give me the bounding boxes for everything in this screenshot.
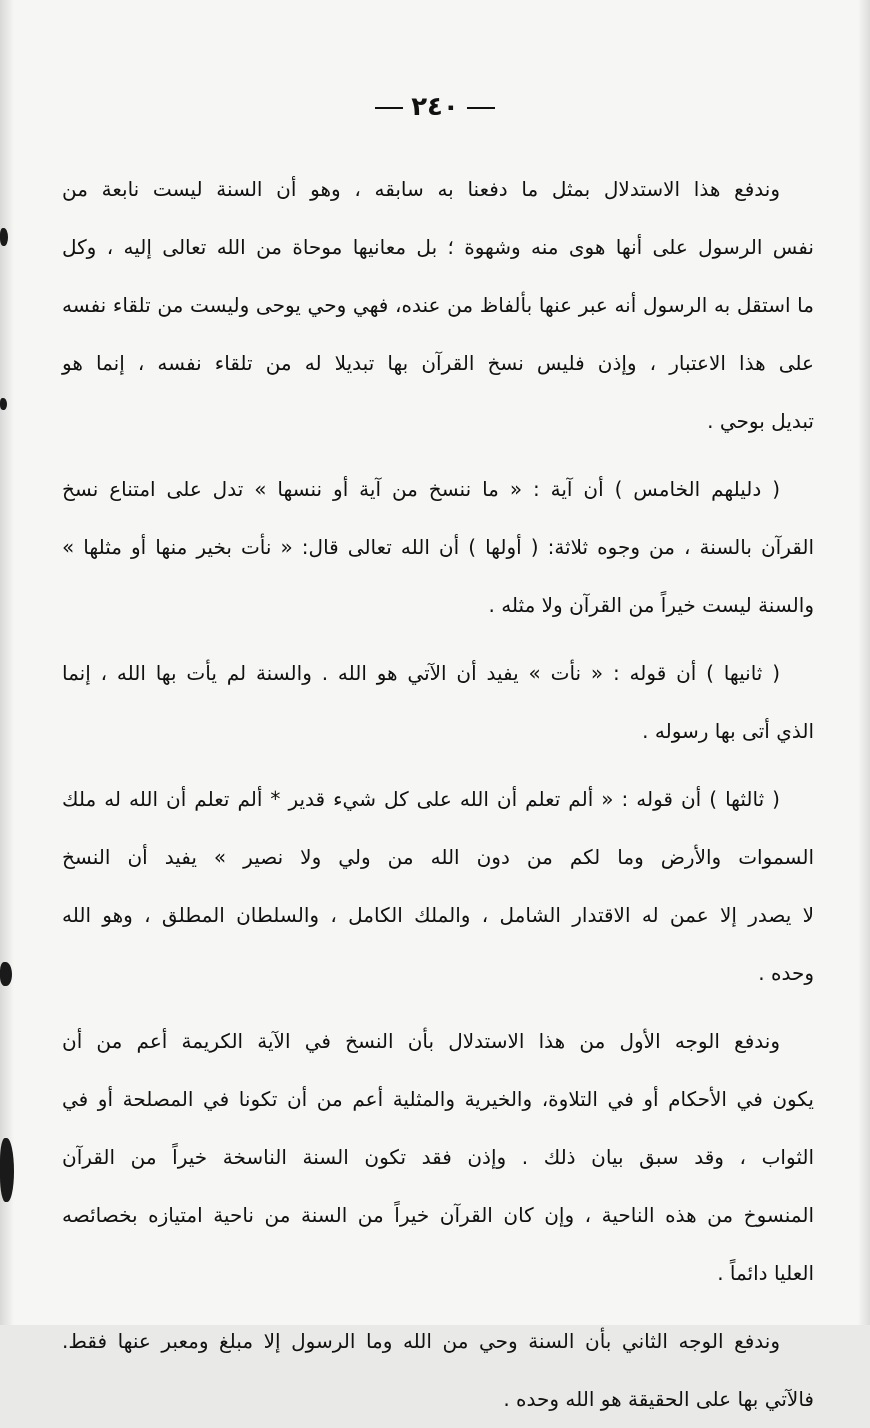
page-number	[0, 92, 870, 122]
text-line: فالآتي بها على الحقيقة هو الله وحده .	[503, 1387, 814, 1411]
page-number-rule	[467, 107, 495, 109]
ink-blot-mark	[0, 398, 7, 410]
text-line: وندفع الوجه الأول من هذا الاستدلال بأن النسخ في الآية الكريمة أعم من أن	[62, 1029, 780, 1053]
text-line: وندفع الوجه الثاني بأن السنة وحي من الله وما الرسول إلا مبلغ ومعبر عنها فقط.	[62, 1329, 780, 1353]
page-number-rule	[375, 107, 403, 109]
paragraph	[62, 1012, 814, 1302]
paragraph	[62, 460, 814, 634]
paragraph	[62, 160, 814, 450]
page-number-text: ٢٤٠	[411, 92, 459, 122]
text-line: ( دليلهم الخامس ) أن آية : « ما ننسخ من آية أو ننسها » تدل على امتناع نسخ	[62, 477, 780, 501]
text-line: ( ثالثها ) أن قوله : « ألم تعلم أن الله على كل شيء قدير * ألم تعلم أن الله له ملك	[62, 787, 780, 811]
text-line: وحده .	[758, 961, 814, 985]
text-line: المنسوخ من هذه الناحية ، وإن كان القرآن خيراً من السنة من ناحية امتيازه بخصائصه	[62, 1203, 814, 1227]
text-line: والسنة ليست خيراً من القرآن ولا مثله .	[488, 593, 814, 617]
scan-shadow-right	[858, 0, 870, 1325]
ink-blot-mark	[0, 228, 8, 246]
paragraph	[62, 1312, 814, 1428]
text-line: وندفع هذا الاستدلال بمثل ما دفعنا به سابقه ، وهو أن السنة ليست نابعة من	[62, 177, 780, 201]
text-line: الذي أتى بها رسوله .	[642, 719, 814, 743]
text-line: ( ثانيها ) أن قوله : « نأت » يفيد أن الآتي هو الله . والسنة لم يأت بها الله ، إنما	[62, 661, 780, 685]
text-line: يكون في الأحكام أو في التلاوة، والخيرية والمثلية أعم من أن تكونا في المصلحة أو في	[62, 1087, 814, 1111]
scan-shadow-left	[0, 0, 14, 1325]
text-line: على هذا الاعتبار ، وإذن فليس نسخ القرآن بها تبديلا له من تلقاء نفسه ، إنما هو	[62, 351, 814, 375]
paragraph	[62, 770, 814, 1002]
ink-blot-mark	[0, 962, 12, 986]
text-line: السموات والأرض وما لكم من دون الله من ولي ولا نصير » يفيد أن النسخ	[62, 845, 814, 869]
text-line: ما استقل به الرسول أنه عبر عنها بألفاظ من عنده، فهي وحي يوحى وليست من تلقاء نفسه	[62, 293, 814, 317]
text-line: الثواب ، وقد سبق بيان ذلك . وإذن فقد تكون السنة الناسخة خيراً من القرآن	[62, 1145, 814, 1169]
text-line: نفس الرسول على أنها هوى منه وشهوة ؛ بل معانيها موحاة من الله تعالى إليه ، وكل	[62, 235, 814, 259]
text-line: القرآن بالسنة ، من وجوه ثلاثة: ( أولها ) أن الله تعالى قال: « نأت بخير منها أو مثلها »	[62, 535, 814, 559]
text-line: تبديل بوحي .	[707, 409, 814, 433]
body-text	[62, 160, 814, 1428]
paragraph	[62, 644, 814, 760]
text-line: العليا دائماً .	[717, 1261, 814, 1285]
ink-blot-mark	[0, 1138, 14, 1202]
text-line: لا يصدر إلا عمن له الاقتدار الشامل ، والملك الكامل ، والسلطان المطلق ، وهو الله	[62, 903, 814, 927]
